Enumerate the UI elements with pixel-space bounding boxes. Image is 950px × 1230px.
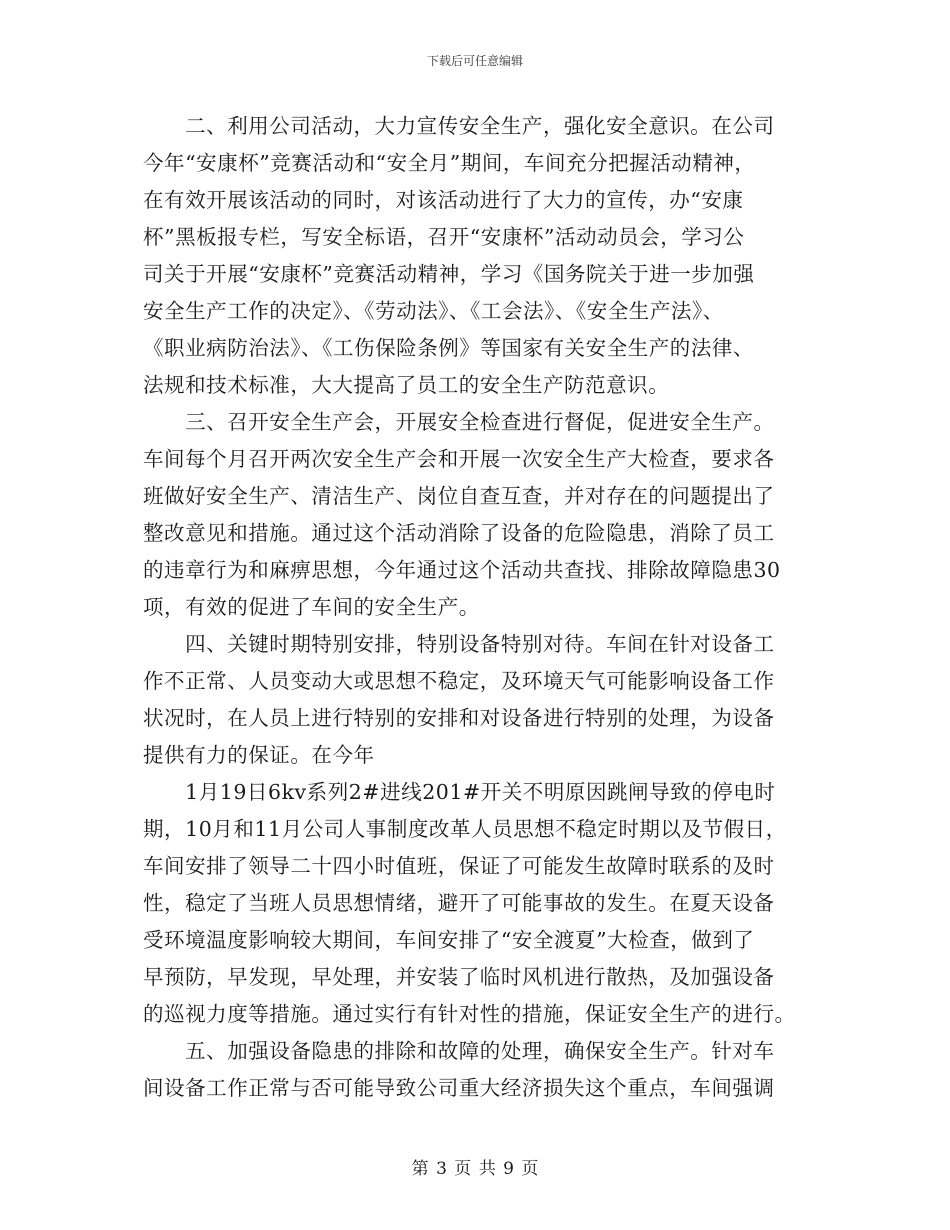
text-line: 早预防，早发现，早处理，并安装了临时风机进行散热，及加强设备 [143,965,775,989]
text-line: 在有效开展该活动的同时，对该活动进行了大力的宣传，办“安康 [143,188,744,212]
text-line: 杯”黑板报专栏，写安全标语，召开“安康杯”活动动员会，学习公 [143,225,745,249]
text-line: 《职业病防治法》、《工伤保险条例》等国家有关安全生产的法律、 [143,336,754,360]
text-line: 整改意见和措施。通过这个活动消除了设备的危险隐患，消除了员工 [143,521,775,545]
text-line: 的违章行为和麻痹思想，今年通过这个活动共查找、排除故障隐患30 [143,558,781,582]
text-line: 性，稳定了当班人员思想情绪，避开了可能事故的发生。在夏天设备 [143,891,775,915]
text-line: 的巡视力度等措施。通过实行有针对性的措施，保证安全生产的进行。 [143,1002,796,1026]
text-line: 提供有力的保证。在今年 [143,743,375,767]
text-line: 状况时，在人员上进行特别的安排和对设备进行特别的处理，为设备 [143,706,775,730]
text-line: 安全生产工作的决定》、《劳动法》、《工会法》、《安全生产法》、 [143,299,724,323]
text-line: 车间每个月召开两次安全生产会和开展一次安全生产大检查，要求各 [143,447,775,471]
text-line: 四、关键时期特别安排，特别设备特别对待。车间在针对设备工 [143,632,775,656]
text-line: 今年“安康杯”竞赛活动和“安全月”期间，车间充分把握活动精神， [143,151,756,175]
text-line: 1月19日6kv系列2#进线201#开关不明原因跳闸导致的停电时 [143,780,776,804]
text-line: 司关于开展“安康杯”竞赛活动精神，学习《国务院关于进一步加强 [143,262,755,286]
page-number: 第 3 页 共 9 页 [411,1159,539,1179]
text-line: 间设备工作正常与否可能导致公司重大经济损失这个重点，车间强调 [143,1076,775,1100]
text-line: 二、利用公司活动，大力宣传安全生产，强化安全意识。在公司 [143,114,775,138]
text-line: 三、召开安全生产会，开展安全检查进行督促，促进安全生产。 [143,410,775,434]
page-header: 下载后可任意编辑 [426,54,523,68]
text-line: 期，10月和11月公司人事制度改革人员思想不稳定时期以及节假日， [143,817,787,841]
text-line: 作不正常、人员变动大或思想不稳定，及环境天气可能影响设备工作 [143,669,775,693]
text-line: 车间安排了领导二十四小时值班，保证了可能发生故障时联系的及时 [143,854,775,878]
text-line: 班做好安全生产、清洁生产、岗位自查互查，并对存在的问题提出了 [143,484,775,508]
body-text [143,108,807,1107]
text-line: 法规和技术标准，大大提高了员工的安全生产防范意识。 [143,373,670,397]
text-line: 项，有效的促进了车间的安全生产。 [143,595,480,619]
text-line: 五、加强设备隐患的排除和故障的处理，确保安全生产。针对车 [143,1039,775,1063]
text-line: 受环境温度影响较大期间，车间安排了“安全渡夏”大检查，做到了 [143,928,755,952]
